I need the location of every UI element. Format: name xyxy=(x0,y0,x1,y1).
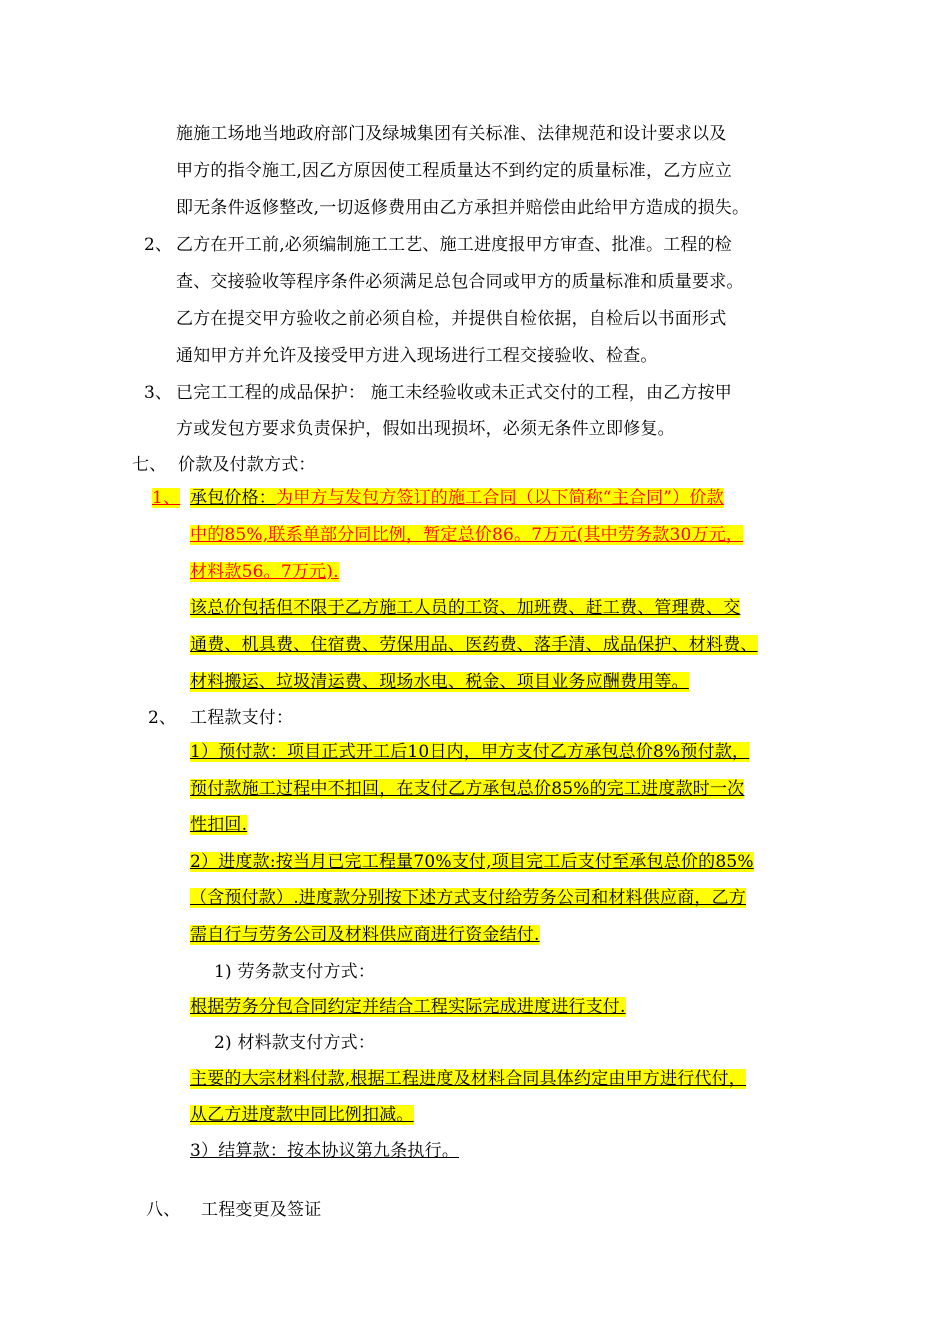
progress-payment-line-3: 需自行与劳务公司及材料供应商进行资金结付. xyxy=(190,925,540,945)
advance-payment-line-3: 性扣回. xyxy=(190,815,248,835)
p1-line-2: 甲方的指令施工,因乙方原因使工程质量达不到约定的质量标准，乙方应立 xyxy=(176,161,733,181)
section-8-number: 八、 xyxy=(146,1200,181,1220)
material-payment-line-2: 从乙方进度款中同比例扣减。 xyxy=(190,1105,414,1125)
item-1-line-1: 承包价格：为甲方与发包方签订的施工合同（以下简称“主合同”）价款 xyxy=(190,488,724,508)
p2-line-2: 查、交接验收等程序条件必须满足总包合同或甲方的质量标准和质量要求。 xyxy=(176,272,744,292)
material-payment-line-1: 主要的大宗材料付款,根据工程进度及材料合同具体约定由甲方进行代付， xyxy=(190,1069,747,1089)
p2-number: 2、 xyxy=(144,235,173,255)
progress-payment-line-2: （含预付款）.进度款分别按下述方式支付给劳务公司和材料供应商，乙方 xyxy=(190,888,747,908)
item-1-line-5: 通费、机具费、住宿费、劳保用品、医药费、落手清、成品保护、材料费、 xyxy=(190,635,758,655)
item-1-line-2: 中的85%,联系单部分同比例，暂定总价86。7万元(其中劳务款30万元， xyxy=(190,525,744,545)
advance-payment-line-1: 1）预付款：项目正式开工后10日内，甲方支付乙方承包总价8%预付款， xyxy=(190,742,750,762)
p1-line-3: 即无条件返修整改,一切返修费用由乙方承担并赔偿由此给甲方造成的损失。 xyxy=(176,198,750,218)
p3-line-1: 已完工工程的成品保护： 施工未经验收或未正式交付的工程，由乙方按甲 xyxy=(176,383,733,403)
labor-payment-label: 1) 劳务款支付方式： xyxy=(214,962,376,982)
material-payment-label: 2) 材料款支付方式： xyxy=(214,1033,376,1053)
settlement-payment-line: 3）结算款：按本协议第九条执行。 xyxy=(190,1141,460,1161)
p3-line-2: 方或发包方要求负责保护，假如出现损坏，必须无条件立即修复。 xyxy=(176,419,675,439)
p3-number: 3、 xyxy=(144,383,173,403)
section-7-title: 价款及付款方式： xyxy=(178,455,316,475)
p1-line-1: 施施工场地当地政府部门及绿城集团有关标准、法律规范和设计要求以及 xyxy=(176,124,727,144)
section-7-number: 七、 xyxy=(132,455,167,475)
item-1-line-4: 该总价包括但不限于乙方施工人员的工资、加班费、赶工费、管理费、交 xyxy=(190,598,741,618)
item-2-number: 2、 xyxy=(148,708,177,728)
item-1-number: 1、 xyxy=(152,488,181,508)
progress-payment-line-1: 2）进度款:按当月已完工程量70%支付,项目完工后支付至承包总价的85% xyxy=(190,852,754,872)
item-1-line-6: 材料搬运、垃圾清运费、现场水电、税金、项目业务应酬费用等。 xyxy=(190,672,689,692)
labor-payment-line-1: 根据劳务分包合同约定并结合工程实际完成进度进行支付. xyxy=(190,997,626,1017)
p2-line-4: 通知甲方并允许及接受甲方进入现场进行工程交接验收、检查。 xyxy=(176,346,658,366)
p2-line-1: 乙方在开工前,必须编制施工工艺、施工进度报甲方审查、批准。工程的检 xyxy=(176,235,733,255)
section-8-title: 工程变更及签证 xyxy=(201,1200,322,1220)
p2-line-3: 乙方在提交甲方验收之前必须自检，并提供自检依据，自检后以书面形式 xyxy=(176,309,727,329)
item-2-label: 工程款支付： xyxy=(190,708,294,728)
advance-payment-line-2: 预付款施工过程中不扣回，在支付乙方承包总价85%的完工进度款时一次 xyxy=(190,779,745,799)
item-1-line-3: 材料款56。7万元). xyxy=(190,562,339,582)
